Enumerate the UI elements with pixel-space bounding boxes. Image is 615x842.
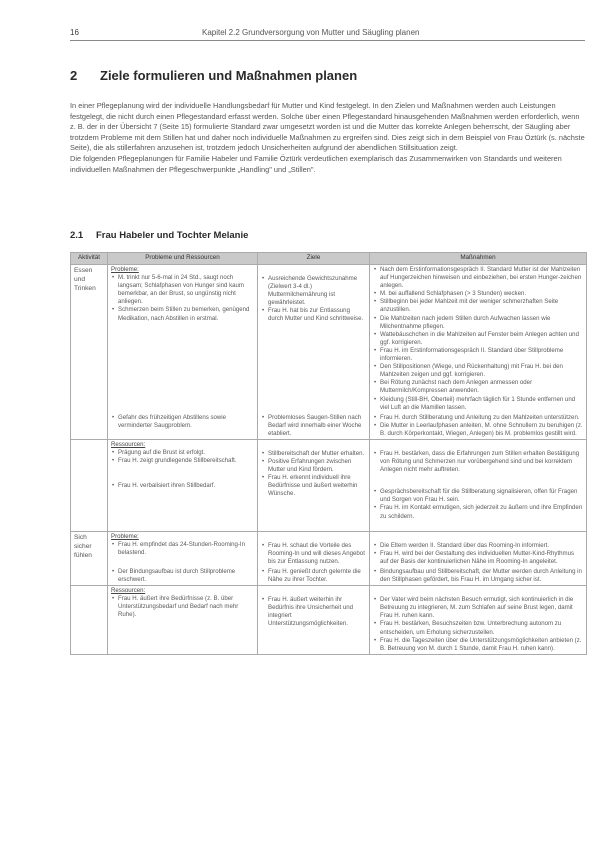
list-item: • Kleidung (Still-BH, Oberteil) mehrfach täglich für 1 Stunde entfernen und viel Luft an die Mamillen lassen. <box>380 396 583 412</box>
list-item: • Die Eltern werden II. Standard über das Rooming-In informiert. <box>380 542 583 550</box>
page-number: 16 <box>70 28 79 37</box>
list-item: • Gesprächsbereitschaft für die Stillberatung signalisieren, offen für Fragen und Sorgen von Frau H. sein. <box>380 488 583 504</box>
column-header: Ziele <box>258 253 370 265</box>
list-item: • Wattebäuschchen in die Mahlzeiten auf Fenster beim Anlegen achten und ggf. korrigieren. <box>380 331 583 347</box>
list-item: • Frau H. die Tageszeiten über die Unterstützungsmöglichkeiten anbieten (z. B. Betreuung von M. durch 1 Stunde, damit Frau H. ruhen kann). <box>380 637 583 653</box>
list-item: • Frau H. im Kontakt ermutigen, sich jederzeit zu äußern und ihre Empfinden zu schildern. <box>380 504 583 520</box>
measures-cell <box>370 567 587 586</box>
list-item: • Prägung auf die Brust ist erfolgt. <box>118 449 254 457</box>
list-item: • Die Mahlzeiten nach jedem Stillen durch Aufwachen lassen wie Milchentnahme pflegen. <box>380 315 583 331</box>
problems-cell <box>108 567 258 586</box>
list-item: • Frau H. empfindet das 24-Stunden-Rooming-In belastend. <box>118 541 254 557</box>
table-row <box>71 586 587 655</box>
measures-cell <box>370 413 587 440</box>
list-item: • Frau H. zeigt grundlegende Stillbereitschaft. <box>118 457 254 465</box>
column-header: Maßnahmen <box>370 253 587 265</box>
section-title: Ziele formulieren und Maßnahmen planen <box>100 68 358 83</box>
table-row <box>71 265 587 413</box>
problems-heading: Probleme: <box>111 266 139 273</box>
table-row <box>71 413 587 440</box>
list-item: • Frau H. äußert weiterhin ihr Bedürfnis ihre Unsicherheit und integriert Unterstützungsmöglichkeiten. <box>268 596 366 628</box>
goals-cell <box>258 265 370 413</box>
activity-cell <box>71 439 108 521</box>
care-plan-table <box>70 252 587 655</box>
goals-cell <box>258 522 370 532</box>
list-item: • Der Vater wird beim nächsten Besuch ermutigt, sich kontinuierlich in die Betreuung zu integrieren, M. zum Schlafen auf seine Brust legen, damit Frau H. ruhen kann. <box>380 596 583 620</box>
list-item: • Frau H. erkennt individuell ihre Bedürfnisse und äußert weiterhin Wünsche. <box>268 474 366 498</box>
measures-cell <box>370 265 587 413</box>
list-item: • Frau H. verbalisiert ihren Stillbedarf. <box>118 482 254 490</box>
list-item: • Den Stillpositionen (Wiege, und Rückenhaltung) mit Frau H. bei den Mahlzeiten zeigen und ggf. korrigieren. <box>380 363 583 379</box>
page-header <box>70 30 585 41</box>
intro-paragraph: Die folgenden Pflegeplanungen für Familie Habeler und Familie Öztürk verdeutlichen exemplarisch das Zusammenwirken von Standards und weiteren individuellen Maßnahmen der Pflegeschwerpunkte „Handling" und „Stillen". <box>70 153 562 174</box>
column-header: Probleme und Ressourcen <box>108 253 258 265</box>
list-item: • Stillbereitschaft der Mutter erhalten. <box>268 450 366 458</box>
table-row <box>71 439 587 521</box>
list-item: • Frau H. hat bis zur Entlassung durch Mutter und Kind schrittweise. <box>268 307 366 323</box>
goals-cell <box>258 439 370 521</box>
activity-cell <box>71 586 108 655</box>
intro-paragraph: In einer Pflegeplanung wird der individuelle Handlungsbedarf für Mutter und Kind festgelegt. In den Zielen und Maßnahmen werden auch Leistungen festgelegt, die nicht durch einen Pflegestandard erfasst werden. Solche über einen Pflegestandard hinausgehenden Maßnahmen werden erforderlich, wenn z. B. der in der Übersicht 7 (Seite 15) formulierte Standard zwar umgesetzt worden ist und die Mutter das korrekte Anlegen beherrscht, der Säugling aber trotzdem Probleme mit dem Stillen hat und daher noch individuelle Maßnahmen zu ergreifen sind. Dies zeigt sich in dem Beispiel von Frau Öztürk (s. nächste Seite), die als stillerfahren anzusehen ist, trotzdem jedoch Unsicherheiten aufgrund der abendlichen Stillsituation zeigt. <box>70 101 585 153</box>
resources-cell <box>108 439 258 521</box>
subsection-title: Frau Habeler und Tochter Melanie <box>96 230 249 241</box>
list-item: • Positive Erfahrungen zwischen Mutter und Kind fördern. <box>268 458 366 474</box>
list-item: • Frau H. bestärken, dass die Erfahrungen zum Stillen erhalten Bestätigung von Rötung und Schmerzen nur vorübergehend sind und bei korrektem Anlegen nicht mehr auftreten. <box>380 450 583 474</box>
list-item: • Frau H. genießt durch gelernte die Nähe zu ihrer Tochter. <box>268 568 366 584</box>
list-item: • M. trinkt nur 5-6-mal in 24 Std., saugt noch langsam; Schlafphasen von Hunger sind kaum bemerkbar, an der Brust, so ungünstig nicht anliegen. <box>118 274 254 306</box>
table-header-row <box>71 253 587 265</box>
goals-cell <box>258 413 370 440</box>
list-item: • Frau H. durch Stillberatung und Anleitung zu den Mahlzeiten unterstützen. <box>380 414 583 422</box>
section-number: 2 <box>70 68 78 83</box>
problems-cell <box>108 413 258 440</box>
goals-cell <box>258 567 370 586</box>
subsection-number: 2.1 <box>70 230 84 241</box>
subsection-heading <box>70 230 248 241</box>
activity-cell <box>71 413 108 440</box>
goals-cell <box>258 586 370 655</box>
activity-cell: Sich sicher fühlen <box>71 531 108 567</box>
intro-text <box>70 101 586 175</box>
measures-cell <box>370 586 587 655</box>
list-item: • Der Bindungsaufbau ist durch Stillprobleme erschwert. <box>118 568 254 584</box>
running-title: Kapitel 2.2 Grundversorgung von Mutter und Säugling planen <box>202 28 420 37</box>
list-item: • Nach dem Erstinformationsgespräch II. Standard Mutter ist der Mahlzeiten auf Hungerzeichen hinweisen und einbeziehen, bei ersten Hunger-zeichen anlegen. <box>380 266 583 290</box>
resources-heading: Ressourcen: <box>111 440 146 448</box>
table-row <box>71 567 587 586</box>
measures-cell <box>370 531 587 567</box>
list-item: • Frau H. schaut die Vorteile des Rooming-In und will dieses Angebot bis zur Entlassung nutzen. <box>268 542 366 566</box>
problems-heading: Probleme: <box>111 532 139 540</box>
list-item: • Ausreichende Gewichtszunahme (Zielwert 3-4 dl.) Muttermilchernährung ist gewährleistet. <box>268 275 366 307</box>
measures-cell <box>370 522 587 532</box>
list-item: • Stillbeginn bei jeder Mahlzeit mit der weniger schmerzhaften Seite anzustillen. <box>380 298 583 314</box>
list-item: • Frau H. wird bei der Gestaltung des individuellen Mutter-Kind-Rhythmus auf der Basis der kontinuierlichen Nähe im Rooming-In angeleitet. <box>380 550 583 566</box>
list-item: • Frau H. bestärken, Besuchszeiten bzw. Unterbrechung autonom zu entscheiden, um Erholung sicherzustellen. <box>380 620 583 636</box>
problems-cell <box>108 531 258 567</box>
list-item: • Problemloses Saugen-Stillen nach Bedarf wird innerhalb einer Woche etabliert. <box>268 414 366 438</box>
list-item: • Frau H. äußert ihre Bedürfnisse (z. B. über Unterstützungsbedarf und Bedarf nach mehr Ruhe). <box>118 595 254 619</box>
goals-cell <box>258 531 370 567</box>
column-header: Aktivität <box>71 253 108 265</box>
resources-cell <box>108 482 258 492</box>
activity-cell <box>71 567 108 586</box>
table-row <box>71 531 587 567</box>
list-item: • Frau H. im Erstinformationsgespräch II. Standard über Stillprobleme informieren. <box>380 347 583 363</box>
measures-cell <box>370 439 587 521</box>
table-row <box>71 522 587 532</box>
activity-cell: Essen und Trinken <box>71 265 108 413</box>
list-item: • Bindungsaufbau und Stillbereitschaft, der Mutter werden durch Anleitung in den Stillphasen gefördert, bis Frau H. im Umgang sicher ist. <box>380 568 583 584</box>
list-item: • Gefahr des frühzeitigen Abstillens sowie verminderter Saugproblem. <box>118 414 254 430</box>
resources-heading: Ressourcen: <box>111 587 146 595</box>
activity-cell <box>71 522 108 532</box>
section-heading <box>70 68 357 83</box>
list-item: • Die Mutter in Leerlaufphasen anleiten, M. ohne Schnullern zu beruhigen (z. B. durch Körperkontakt, Wiegen, Anlegen) bis M. problemlos gestillt wird. <box>380 422 583 438</box>
list-item: • Bei Rötung zunächst nach dem Anlegen anmessen oder Muttermilch/Kompressen anwenden. <box>380 379 583 395</box>
list-item: • M. bei auffallend Schlafphasen (> 3 Stunden) wecken. <box>380 290 583 298</box>
list-item: • Schmerzen beim Stillen zu bemerken, genügend Medikation, nach Abstillen in erstmal. <box>118 306 254 322</box>
problems-cell <box>108 265 258 413</box>
resources-cell <box>108 586 258 655</box>
